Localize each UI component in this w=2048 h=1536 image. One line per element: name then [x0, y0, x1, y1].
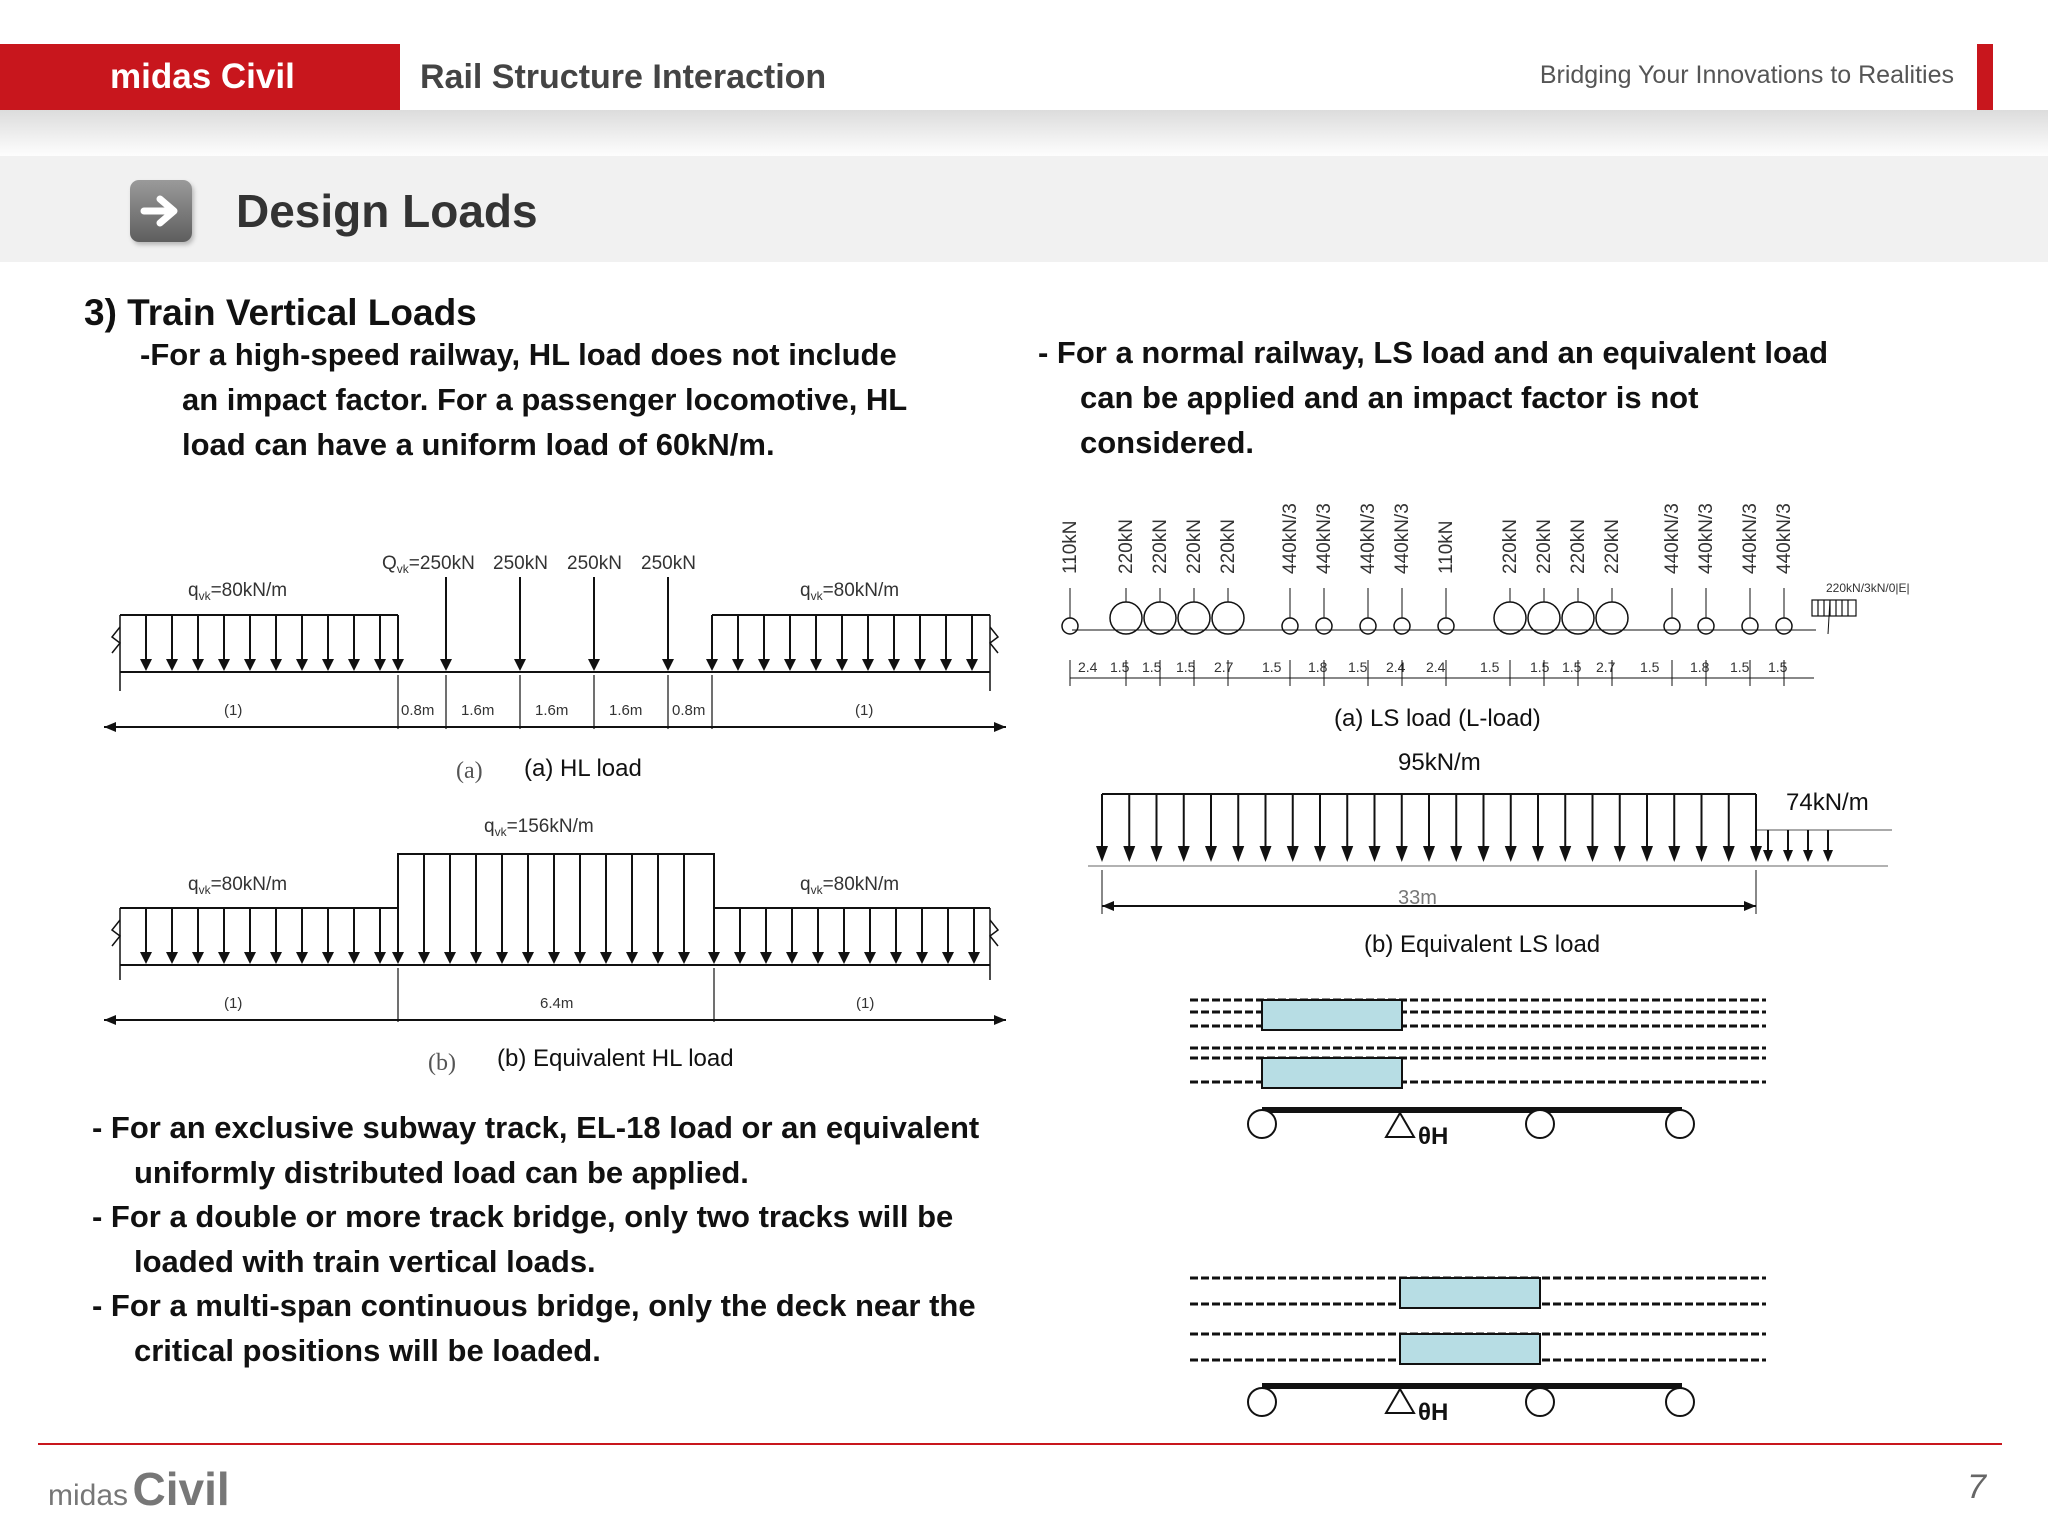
hl-load-diagram	[100, 545, 1020, 745]
axle-spacing-label: 2.7	[1596, 659, 1616, 675]
axle-load-label: 440kN/3	[1774, 503, 1795, 574]
footer-divider	[38, 1443, 2002, 1445]
ls-caption: (a) LS load (L-load)	[1334, 705, 1541, 732]
dim-label: (1)	[855, 702, 874, 719]
ls-tail-load	[1812, 600, 1856, 616]
hl-left-arrowheads	[140, 659, 404, 671]
axle-spacing-label: 2.4	[1426, 659, 1446, 675]
axle-load-label: 440kN/3	[1314, 503, 1335, 574]
subsection-heading: 3) Train Vertical Loads	[84, 292, 477, 333]
eq-hl-fig-label: (b)	[428, 1050, 456, 1076]
axle-load-label: 110kN	[1060, 520, 1081, 574]
axle-wheel	[1562, 602, 1594, 634]
axle-wheel	[1438, 618, 1454, 634]
ls-description-line: - For a normal railway, LS load and an equivalent load	[1038, 335, 1829, 370]
axle-wheel	[1316, 618, 1332, 634]
axle-load-label: 110kN	[1436, 520, 1457, 574]
qvk-right-label: $q_{vk}=80kN/m$	[800, 580, 900, 603]
axle-wheel	[1664, 618, 1680, 634]
eq-ls-tail-load: 74kN/m	[1786, 789, 1869, 816]
axle-load-label: 440kN/3	[1740, 503, 1761, 574]
track-diagram-1	[1186, 990, 1786, 1160]
hl-caption: (a) HL load	[524, 755, 642, 782]
bullet-line: loaded with train vertical loads.	[134, 1243, 596, 1279]
theta-label: θH	[1418, 1123, 1449, 1150]
header-accent-bar	[1977, 44, 1993, 110]
qvk-left-label: $q_{vk}=80kN/m$	[188, 580, 288, 603]
axle-spacing-label: 1.5	[1348, 659, 1368, 675]
axle-load-label: 440kN/3	[1696, 503, 1717, 574]
brand-logo: midas Civil	[0, 44, 400, 110]
dim-label: (1)	[856, 995, 875, 1012]
train-car	[1400, 1334, 1540, 1364]
presentation-topic: Rail Structure Interaction	[420, 58, 827, 96]
page-number: 7	[1967, 1468, 1986, 1506]
dim-label: 6.4m	[540, 995, 574, 1012]
qvk-right-label: $q_{vk}=80kN/m$	[800, 874, 900, 897]
section-title: Design Loads	[236, 185, 538, 237]
axle-wheel	[1282, 618, 1298, 634]
hl-point-loads	[446, 577, 668, 663]
dim-label: 0.8m	[401, 702, 435, 719]
axle-load-label: 220kN	[1534, 519, 1555, 574]
hl-description-line: an impact factor. For a passenger locomotive, HL	[182, 382, 908, 417]
axle-load-label: 440kN/3	[1280, 503, 1301, 574]
axle-wheel	[1742, 618, 1758, 634]
bullet-line: - For a double or more track bridge, only two tracks will be	[92, 1199, 954, 1234]
eq-hl-caption: (b) Equivalent HL load	[497, 1045, 734, 1072]
axle-wheel	[1494, 602, 1526, 634]
axle-load-label: 440kN/3	[1662, 503, 1683, 574]
hl-left-arrows	[146, 615, 398, 663]
dim-label: 1.6m	[535, 702, 569, 719]
axle-load-label: 440kN/3	[1392, 503, 1413, 574]
ls-description-line: considered.	[1080, 425, 1254, 460]
axle-wheel	[1144, 602, 1176, 634]
axle-spacing-label: 2.4	[1078, 659, 1098, 675]
track-rules	[92, 1106, 1032, 1373]
axle-load-label: 220kN	[1218, 519, 1239, 574]
bullet-line: - For a multi-span continuous bridge, only the deck near the	[92, 1288, 976, 1323]
ls-description	[1038, 330, 2018, 465]
eq-ls-caption: (b) Equivalent LS load	[1364, 931, 1601, 958]
tagline: Bridging Your Innovations to Realities	[1539, 61, 1954, 89]
footer-logo: midas Civil	[48, 1463, 230, 1515]
eq-ls-load-diagram	[1088, 790, 1908, 920]
qvk-left-label: $q_{vk}=80kN/m$	[188, 874, 288, 897]
Q-label: $Q_{vk}=250kN$	[382, 553, 475, 576]
arrow-right-icon	[130, 180, 192, 242]
train-car	[1400, 1278, 1540, 1308]
point-load-label: 250kN	[493, 553, 548, 574]
axle-load-label: 220kN	[1150, 519, 1171, 574]
axle-wheel	[1596, 602, 1628, 634]
point-load-label: 250kN	[567, 553, 622, 574]
hl-description-line: load can have a uniform load of 60kN/m.	[182, 427, 775, 462]
train-car	[1262, 1000, 1402, 1030]
axle-wheel	[1062, 618, 1078, 634]
hl-description	[140, 332, 960, 467]
hl-description-line: -For a high-speed railway, HL load does not include	[140, 337, 897, 372]
axle-spacing-label: 1.5	[1262, 659, 1282, 675]
dim-label: (1)	[224, 702, 243, 719]
axle-spacing-label: 2.4	[1386, 659, 1406, 675]
ls-load-diagram	[1050, 482, 1950, 692]
axle-load-label: 220kN	[1602, 519, 1623, 574]
axle-spacing-label: 1.8	[1690, 659, 1710, 675]
theta-label: θH	[1418, 1399, 1449, 1426]
point-load-label: 250kN	[641, 553, 696, 574]
axle-wheel	[1698, 618, 1714, 634]
bullet-line: uniformly distributed load can be applied.	[134, 1154, 749, 1190]
axle-spacing-label: 1.5	[1530, 659, 1550, 675]
axle-wheel	[1360, 618, 1376, 634]
axle-wheel	[1178, 602, 1210, 634]
axle-spacing-label: 1.5	[1562, 659, 1582, 675]
header-shadow	[0, 110, 2048, 158]
axle-spacing-label: 1.5	[1480, 659, 1500, 675]
ls-description-line: can be applied and an impact factor is not	[1080, 380, 1699, 415]
axle-wheel	[1776, 618, 1792, 634]
axle-load-label: 220kN	[1184, 519, 1205, 574]
dim-label: (1)	[224, 995, 243, 1012]
axle-wheel	[1394, 618, 1410, 634]
axle-spacing-label: 1.5	[1110, 659, 1130, 675]
hl-fig-label: (a)	[456, 758, 483, 784]
axle-spacing-label: 1.5	[1142, 659, 1162, 675]
axle-wheel	[1212, 602, 1244, 634]
axle-spacing-label: 1.8	[1308, 659, 1328, 675]
bullet-line: - For an exclusive subway track, EL-18 load or an equivalent	[92, 1110, 980, 1145]
hl-right-arrows	[712, 615, 972, 663]
eq-hl-load-diagram	[100, 808, 1020, 1012]
train-car	[1262, 1058, 1402, 1088]
axle-spacing-label: 1.5	[1640, 659, 1660, 675]
axle-spacing-label: 1.5	[1176, 659, 1196, 675]
axle-load-label: 220kN	[1568, 519, 1589, 574]
ls-tail-label: 220kN/3kN/0|E|	[1826, 581, 1910, 595]
bullet-line: critical positions will be loaded.	[134, 1332, 601, 1368]
dim-label: 1.6m	[461, 702, 495, 719]
qvk-mid-label: $q_{vk}=156kN/m$	[484, 816, 594, 839]
track-diagram-2	[1186, 1268, 1786, 1438]
axle-wheel	[1528, 602, 1560, 634]
eq-ls-main-load: 95kN/m	[1398, 749, 1481, 776]
dim-label: 1.6m	[609, 702, 643, 719]
axle-spacing-label: 1.5	[1768, 659, 1788, 675]
axle-spacing-label: 1.5	[1730, 659, 1750, 675]
dim-label: 0.8m	[672, 702, 706, 719]
span-label: 33m	[1398, 887, 1437, 909]
axle-load-label: 220kN	[1500, 519, 1521, 574]
axle-load-label: 220kN	[1116, 519, 1137, 574]
axle-wheel	[1110, 602, 1142, 634]
axle-load-label: 440kN/3	[1358, 503, 1379, 574]
axle-spacing-label: 2.7	[1214, 659, 1234, 675]
